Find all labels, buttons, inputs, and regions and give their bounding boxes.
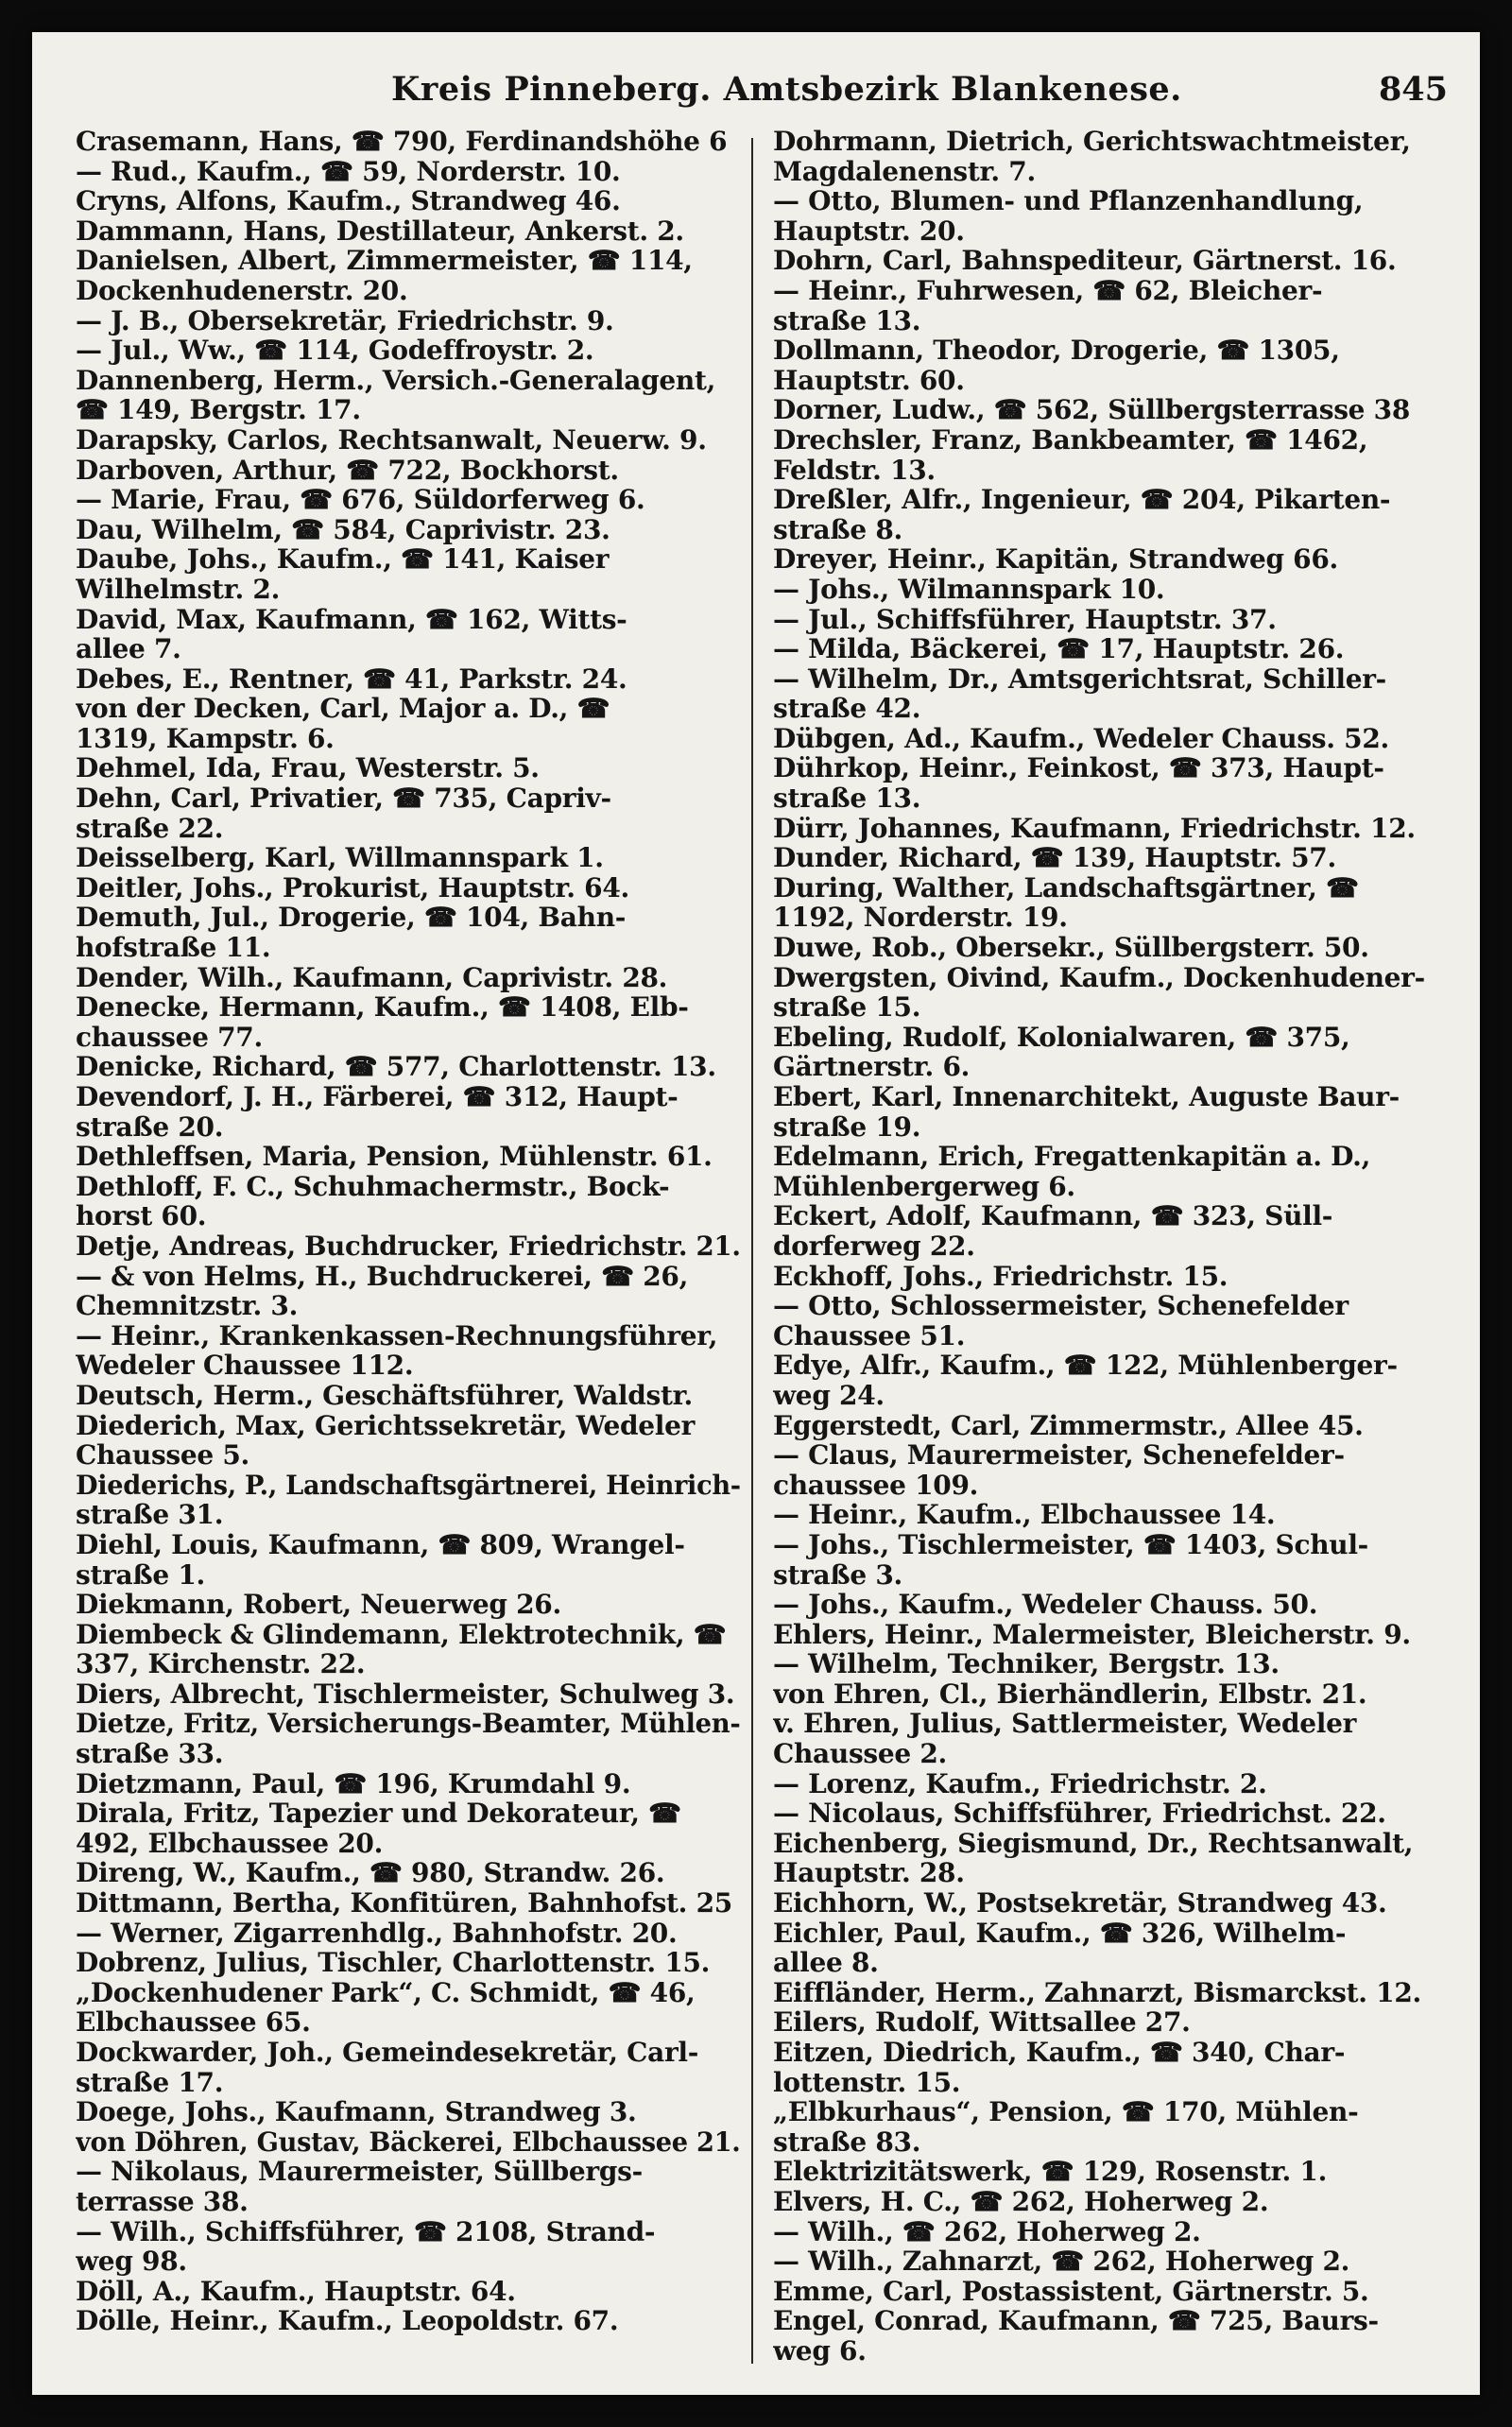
directory-entry-line: Gärtnerstr. 6. [773,1052,971,1082]
directory-entry-line: Chaussee 51. [773,1320,966,1351]
directory-entry-line: von Ehren, Cl., Bierhändlerin, Elbstr. 21. [773,1678,1367,1710]
directory-entry-line: Eichenberg, Siegismund, Dr., Rechtsanwalt, [773,1828,1414,1859]
directory-entry-line: Dobrenz, Julius, Tischler, Charlottenstr. 15. [76,1948,711,1978]
directory-entry-line: Devendorf, J. H., Färberei, ☎ 312, Haupt- [76,1082,679,1112]
directory-entry-line: — Heinr., Fuhrwesen, ☎ 62, Bleicher- [773,275,1323,306]
directory-entry-line: Dau, Wilhelm, ☎ 584, Caprivistr. 23. [76,514,610,545]
directory-entry-line: Chaussee 2. [773,1739,947,1769]
directory-entry-line: Dender, Wilh., Kaufmann, Caprivistr. 28. [76,962,668,993]
page-header [32,60,1480,127]
directory-entry-line: straße 8. [773,514,902,545]
directory-entry-line: Direng, W., Kaufm., ☎ 980, Strandw. 26. [76,1858,665,1889]
directory-entry-line: weg 6. [773,2335,867,2367]
directory-entry-line: Mühlenbergerweg 6. [773,1171,1075,1202]
directory-entry-line: straße 19. [773,1111,921,1143]
directory-entry-line: Danielsen, Albert, Zimmermeister, ☎ 114, [76,246,693,276]
directory-entry-line: Dohrmann, Dietrich, Gerichtswachtmeister, [773,127,1411,157]
directory-entry-line: chaussee 109. [773,1470,979,1501]
directory-entry-line: von der Decken, Carl, Major a. D., ☎ [76,694,610,724]
directory-entry-line: — & von Helms, H., Buchdruckerei, ☎ 26, [76,1261,689,1292]
directory-entry-line: — Wilh., Zahnarzt, ☎ 262, Hoherweg 2. [773,2246,1350,2277]
directory-entry-line: Edelmann, Erich, Fregattenkapitän a. D., [773,1142,1371,1172]
directory-entry-line: During, Walther, Landschaftsgärtner, ☎ [773,872,1359,904]
directory-entry-line: dorferweg 22. [773,1231,975,1262]
directory-entry-line: „Dockenhudener Park“, C. Schmidt, ☎ 46, [76,1977,696,2008]
directory-entry-line: — Wilhelm, Techniker, Bergstr. 13. [773,1649,1280,1679]
directory-entry-line: Detje, Andreas, Buchdrucker, Friedrichstr. 21. [76,1231,741,1262]
directory-entry-line: Diekmann, Robert, Neuerweg 26. [76,1590,561,1620]
directory-entry-line: Eiffländer, Herm., Zahnarzt, Bismarckst. 12. [773,1977,1421,2008]
directory-entry-line: Ehlers, Heinr., Malermeister, Bleicherstr. 9. [773,1619,1411,1650]
directory-entry-line: Dietzmann, Paul, ☎ 196, Krumdahl 9. [76,1768,631,1799]
directory-entry-line: Cryns, Alfons, Kaufm., Strandweg 46. [76,186,621,216]
directory-entry-line: — Werner, Zigarrenhdlg., Bahnhofstr. 20. [76,1918,678,1949]
directory-entry-line: Dethloff, F. C., Schuhmachermstr., Bock- [76,1171,670,1202]
directory-entry-line: Dittmann, Bertha, Konfitüren, Bahnhofst. 25 [76,1888,732,1919]
directory-entry-line: Daube, Johs., Kaufm., ☎ 141, Kaiser [76,544,610,575]
directory-entry-line: straße 17. [76,2067,224,2098]
directory-entry-line: Dammann, Hans, Destillateur, Ankerst. 2. [76,215,684,247]
directory-entry-line: — Otto, Schlossermeister, Schenefelder [773,1291,1349,1321]
directory-entry-line: straße 3. [773,1559,902,1591]
directory-entry-line: Diehl, Louis, Kaufmann, ☎ 809, Wrangel- [76,1529,685,1560]
directory-entry-line: straße 31. [76,1500,224,1530]
left-column [76,127,743,2336]
directory-entry-line: Eichhorn, W., Postsekretär, Strandweg 43. [773,1888,1387,1919]
directory-entry-line: allee 8. [773,1948,879,1978]
directory-entry-line: Darboven, Arthur, ☎ 722, Bockhorst. [76,455,619,486]
directory-entry-line: Darapsky, Carlos, Rechtsanwalt, Neuerw. 9. [76,424,707,456]
directory-entry-line: Eggerstedt, Carl, Zimmermstr., Allee 45. [773,1410,1364,1441]
directory-entry-line: Diederichs, P., Landschaftsgärtnerei, Heinrich- [76,1470,741,1501]
directory-entry-line: Eilers, Rudolf, Wittsallee 27. [773,2007,1191,2038]
directory-entry-line: von Döhren, Gustav, Bäckerei, Elbchaussee 21. [76,2126,741,2158]
directory-entry-line: — Marie, Frau, ☎ 676, Süldorferweg 6. [76,485,645,515]
directory-entry-line: Dübgen, Ad., Kaufm., Wedeler Chauss. 52. [773,723,1389,754]
directory-entry-line: Hauptstr. 60. [773,365,965,396]
directory-entry-line: weg 24. [773,1380,885,1411]
directory-entry-line: allee 7. [76,634,181,664]
directory-entry-line: — Johs., Kaufm., Wedeler Chauss. 50. [773,1590,1318,1620]
directory-entry-line: Magdalenenstr. 7. [773,156,1036,187]
directory-entry-line: Döll, A., Kaufm., Hauptstr. 64. [76,2276,516,2307]
directory-entry-line: Wilhelmstr. 2. [76,574,281,605]
directory-entry-line: Dölle, Heinr., Kaufm., Leopoldstr. 67. [76,2306,619,2336]
directory-entry-line: Dirala, Fritz, Tapezier und Dekorateur, ☎ [76,1799,681,1829]
directory-entry-line: — Otto, Blumen- und Pflanzenhandlung, [773,186,1364,216]
directory-entry-line: — Claus, Maurermeister, Schenefelder- [773,1440,1345,1471]
directory-entry-line: — Heinr., Krankenkassen-Rechnungsführer, [76,1320,718,1351]
directory-entry-line: Debes, E., Rentner, ☎ 41, Parkstr. 24. [76,663,627,695]
directory-entry-line: — Heinr., Kaufm., Elbchaussee 14. [773,1500,1276,1530]
directory-entry-line: hofstraße 11. [76,933,271,963]
directory-entry-line: Diers, Albrecht, Tischlermeister, Schulweg 3. [76,1678,735,1710]
directory-entry-line: Diederich, Max, Gerichtssekretär, Wedeler [76,1410,696,1441]
directory-entry-line: horst 60. [76,1201,207,1231]
directory-entry-line: 1192, Norderstr. 19. [773,903,1068,934]
directory-entry-line: Dockwarder, Joh., Gemeindesekretär, Carl- [76,2038,699,2068]
directory-entry-line: Dreßler, Alfr., Ingenieur, ☎ 204, Pikarten- [773,485,1391,515]
directory-entry-line: Elvers, H. C., ☎ 262, Hoherweg 2. [773,2186,1269,2217]
directory-entry-line: Deisselberg, Karl, Willmannspark 1. [76,843,604,873]
directory-entry-line: straße 13. [773,305,921,336]
directory-entry-line: Demuth, Jul., Drogerie, ☎ 104, Bahn- [76,903,627,934]
directory-entry-line: straße 22. [76,813,224,844]
directory-entry-line: Dunder, Richard, ☎ 139, Hauptstr. 57. [773,843,1336,873]
directory-entry-line: straße 83. [773,2126,921,2158]
directory-entry-line: straße 20. [76,1111,224,1143]
directory-page [32,32,1480,2395]
directory-entry-line: straße 15. [773,992,921,1023]
directory-entry-line: straße 42. [773,694,921,724]
directory-entry-line: Deitler, Johs., Prokurist, Hauptstr. 64. [76,872,629,904]
directory-entry-line: Ebert, Karl, Innenarchitekt, Auguste Baur- [773,1082,1400,1112]
directory-entry-line: Feldstr. 13. [773,455,936,486]
directory-entry-line: 337, Kirchenstr. 22. [76,1649,366,1679]
directory-entry-line: weg 98. [76,2246,187,2277]
directory-entry-line: — Nicolaus, Schiffsführer, Friedrichst. 22. [773,1799,1386,1829]
directory-entry-line: straße 1. [76,1559,205,1591]
directory-entry-line: — Wilh., Schiffsführer, ☎ 2108, Strand- [76,2216,656,2247]
directory-entry-line: Ebeling, Rudolf, Kolonialwaren, ☎ 375, [773,1022,1350,1053]
directory-entry-line: — Wilhelm, Dr., Amtsgerichtsrat, Schiller- [773,663,1386,695]
directory-entry-line: Chemnitzstr. 3. [76,1291,299,1321]
directory-entry-line: Eckhoff, Johs., Friedrichstr. 15. [773,1261,1228,1292]
directory-entry-line: — Johs., Wilmannspark 10. [773,574,1165,605]
running-title: Kreis Pinneberg. Amtsbezirk Blankenese. [391,70,1182,109]
directory-entry-line: chaussee 77. [76,1022,263,1053]
directory-entry-line: „Elbkurhaus“, Pension, ☎ 170, Mühlen- [773,2097,1359,2127]
directory-entry-line: Dehmel, Ida, Frau, Westerstr. 5. [76,753,540,784]
directory-entry-line: ☎ 149, Bergstr. 17. [76,395,361,425]
directory-entry-line: 1319, Kampstr. 6. [76,723,335,754]
directory-entry-line: Deutsch, Herm., Geschäftsführer, Waldstr. [76,1380,693,1411]
directory-entry-line: Duwe, Rob., Obersekr., Süllbergsterr. 50. [773,933,1369,963]
directory-entry-line: Drechsler, Franz, Bankbeamter, ☎ 1462, [773,424,1368,456]
directory-entry-line: Denecke, Hermann, Kaufm., ☎ 1408, Elb- [76,992,689,1023]
directory-entry-line: Doege, Johs., Kaufmann, Strandweg 3. [76,2097,637,2127]
directory-entry-line: Eckert, Adolf, Kaufmann, ☎ 323, Süll- [773,1201,1333,1231]
directory-entry-line: straße 33. [76,1739,224,1769]
directory-entry-line: Dehn, Carl, Privatier, ☎ 735, Capriv- [76,783,611,814]
directory-entry-line: — Jul., Schiffsführer, Hauptstr. 37. [773,604,1277,635]
directory-entry-line: — Milda, Bäckerei, ☎ 17, Hauptstr. 26. [773,634,1345,664]
directory-entry-line: Elektrizitätswerk, ☎ 129, Rosenstr. 1. [773,2157,1328,2187]
directory-entry-line: David, Max, Kaufmann, ☎ 162, Witts- [76,604,627,635]
right-column [773,127,1440,2367]
directory-entry-line: 492, Elbchaussee 20. [76,1828,384,1859]
directory-entry-line: Dollmann, Theodor, Drogerie, ☎ 1305, [773,336,1340,366]
directory-entry-line: Dockenhudenerstr. 20. [76,275,408,306]
directory-entry-line: — Nikolaus, Maurermeister, Süllbergs- [76,2157,643,2187]
directory-entry-line: Dohrn, Carl, Bahnspediteur, Gärtnerst. 16. [773,246,1397,276]
directory-entry-line: Dietze, Fritz, Versicherungs-Beamter, Mühlen- [76,1709,741,1740]
directory-entry-line: Diembeck & Glindemann, Elektrotechnik, ☎ [76,1619,727,1650]
directory-entry-line: Edye, Alfr., Kaufm., ☎ 122, Mühlenberger- [773,1351,1398,1381]
directory-entry-line: Dethleffsen, Maria, Pension, Mühlenstr. 61. [76,1142,713,1172]
directory-entry-line: Eichler, Paul, Kaufm., ☎ 326, Wilhelm- [773,1918,1347,1949]
directory-entry-line: Dürr, Johannes, Kaufmann, Friedrichstr. 12. [773,813,1416,844]
directory-entry-line: Dannenberg, Herm., Versich.-Generalagent, [76,365,716,396]
directory-entry-line: — Wilh., ☎ 262, Hoherweg 2. [773,2216,1201,2247]
directory-entry-line: lottenstr. 15. [773,2067,961,2098]
page-number: 845 [1378,70,1448,109]
directory-entry-line: v. Ehren, Julius, Sattlermeister, Wedeler [773,1709,1357,1740]
column-divider [751,138,753,2364]
directory-entry-line: Engel, Conrad, Kaufmann, ☎ 725, Baurs- [773,2306,1379,2336]
directory-entry-line: straße 13. [773,783,921,814]
directory-entry-line: Dührkop, Heinr., Feinkost, ☎ 373, Haupt- [773,753,1384,784]
directory-entry-line: terrasse 38. [76,2186,249,2217]
directory-entry-line: Crasemann, Hans, ☎ 790, Ferdinandshöhe 6 [76,127,728,157]
directory-entry-line: — Lorenz, Kaufm., Friedrichstr. 2. [773,1768,1267,1799]
directory-entry-line: — Jul., Ww., ☎ 114, Godeffroystr. 2. [76,336,594,366]
directory-entry-line: Dwergsten, Oivind, Kaufm., Dockenhudener- [773,962,1425,993]
directory-entry-line: — Rud., Kaufm., ☎ 59, Norderstr. 10. [76,156,621,187]
directory-entry-line: Emme, Carl, Postassistent, Gärtnerstr. 5. [773,2276,1369,2307]
directory-entry-line: Dorner, Ludw., ☎ 562, Süllbergsterrasse 38 [773,395,1411,425]
directory-entry-line: Hauptstr. 28. [773,1858,965,1889]
directory-entry-line: — Johs., Tischlermeister, ☎ 1403, Schul- [773,1529,1368,1560]
directory-entry-line: Wedeler Chaussee 112. [76,1351,414,1381]
directory-entry-line: Dreyer, Heinr., Kapitän, Strandweg 66. [773,544,1338,575]
directory-entry-line: Elbchaussee 65. [76,2007,311,2038]
directory-entry-line: Hauptstr. 20. [773,215,965,247]
directory-entry-line: Eitzen, Diedrich, Kaufm., ☎ 340, Char- [773,2038,1346,2068]
directory-entry-line: — J. B., Obersekretär, Friedrichstr. 9. [76,305,614,336]
directory-entry-line: Chaussee 5. [76,1440,249,1471]
directory-entry-line: Denicke, Richard, ☎ 577, Charlottenstr. 13. [76,1052,716,1082]
